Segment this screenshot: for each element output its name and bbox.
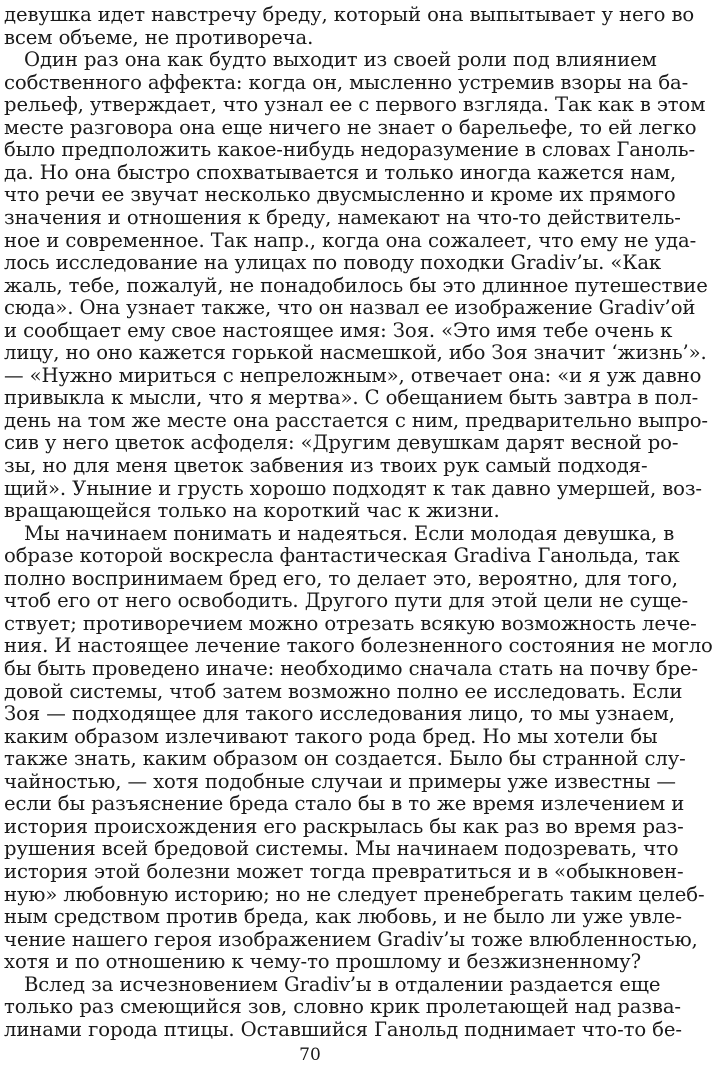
text-line: довой системы, чтоб затем возможно полно ее исследовать. Если [4,679,683,703]
text-line: история происхождения его раскрылась бы как раз во время раз- [4,814,684,838]
text-line: линами города птицы. Оставшийся Ганольд поднимает что-то бе- [4,1017,682,1041]
text-line: было предположить какое-нибудь недоразумение в словах Ганоль- [4,138,695,162]
text-line: каким образом излечивают такого рода бред. Но мы хотели бы [4,724,658,748]
text-line: образе которой воскресла фантастическая Gradiva Ганольда, так [4,544,680,568]
text-line: и сообщает ему свое настоящее имя: Зоя. «Это имя тебе очень к [4,318,673,342]
text-line: ное и современное. Так напр., когда она сожалеет, что ему не уда- [4,228,697,252]
text-line: вращающейся только на короткий час к жизни. [4,499,500,523]
text-line: да. Но она быстро спохватывается и только иногда кажется нам, [4,160,677,184]
text-line: Мы начинаем понимать и надеяться. Если молодая девушка, в [24,521,675,545]
text-line: если бы разъяснение бреда стало бы в то же время излечением и [4,792,685,816]
text-line: чайностью, — хотя подобные случаи и примеры уже известны — [4,769,676,793]
text-line: рельеф, утверждает, что узнал ее с первого взгляда. Так как в этом [4,93,706,117]
text-line: только раз смеющийся зов, словно крик пролетающей над разва- [4,995,681,1019]
text-line: ствует; противоречием можно отрезать всякую возможность лече- [4,611,697,635]
text-line: девушка идет навстречу бреду, который она выпытывает у него во [4,3,695,26]
text-line: лицу, но оно кажется горькой насмешкой, ибо Зоя значит ‘жизнь’». [4,341,707,365]
text-line: ную» любовную историю; но не следует пренебрегать таким целеб- [4,882,705,906]
text-line: также знать, каким образом он создается. Было бы странной слу- [4,747,686,771]
text-line: хотя и по отношению к чему-то прошлому и безжизненному? [4,950,641,974]
page-number: 70 [299,1045,321,1065]
text-line: месте разговора она еще ничего не знает о барельефе, то ей легко [4,115,697,139]
text-line: жаль, тебе, пожалуй, не понадобилось бы это длинное путешествие [4,273,708,297]
text-line: чтоб его от него освободить. Другого пути для этой цели не суще- [4,589,689,613]
text-line: Зоя — подходящее для такого исследования лицо, то мы узнаем, [4,702,675,726]
text-line: щий». Уныние и грусть хорошо подходят к так давно умершей, воз- [4,476,702,500]
text-line: ным средством против бреда, как любовь, и не было ли уже увле- [4,905,682,928]
text-line: сив у него цветок асфоделя: «Другим девушкам дарят весной ро- [4,431,679,455]
text-line: день на том же месте она расстается с ним, предварительно выпро- [4,408,708,432]
text-line: зы, но для меня цветок забвения из твоих рук самый подходя- [4,454,648,477]
text-line: бы быть проведено иначе: необходимо сначала стать на почву бре- [4,657,698,680]
text-line: чение нашего героя изображением Gradiv’ы тоже влюбленностью, [4,927,698,951]
text-line: полно воспринимаем бред его, то делает это, вероятно, для того, [4,566,678,590]
text-line: привыкла к мысли, что я мертва». С обещанием быть завтра в пол- [4,386,699,410]
text-line: Один раз она как будто выходит из своей роли под влиянием [24,48,657,72]
text-line: история этой болезни может тогда превратиться и в «обыкновен- [4,859,684,883]
text-line: — «Нужно мириться с непреложным», отвечает она: «и я уж давно [4,363,702,387]
text-line: рушения всей бредовой системы. Мы начинаем подозревать, что [4,837,679,861]
text-line: Вслед за исчезновением Gradiv’ы в отдалении раздается еще [24,972,661,996]
text-line: ния. И настоящее лечение такого болезненного состояния не могло [4,634,713,658]
text-line: что речи ее звучат несколько двусмысленно и кроме их прямого [4,183,676,207]
text-line: лось исследование на улицах по поводу походки Gradiv’ы. «Как [4,251,662,275]
text-line: собственного аффекта: когда он, мысленно устремив взоры на ба- [4,70,689,94]
text-line: сюда». Она узнает также, что он назвал ее изображение Gradiv’ой [4,296,696,320]
text-line: всем объеме, не противореча. [4,25,314,49]
text-line: значения и отношения к бреду, намекают на что-то действитель- [4,206,681,229]
